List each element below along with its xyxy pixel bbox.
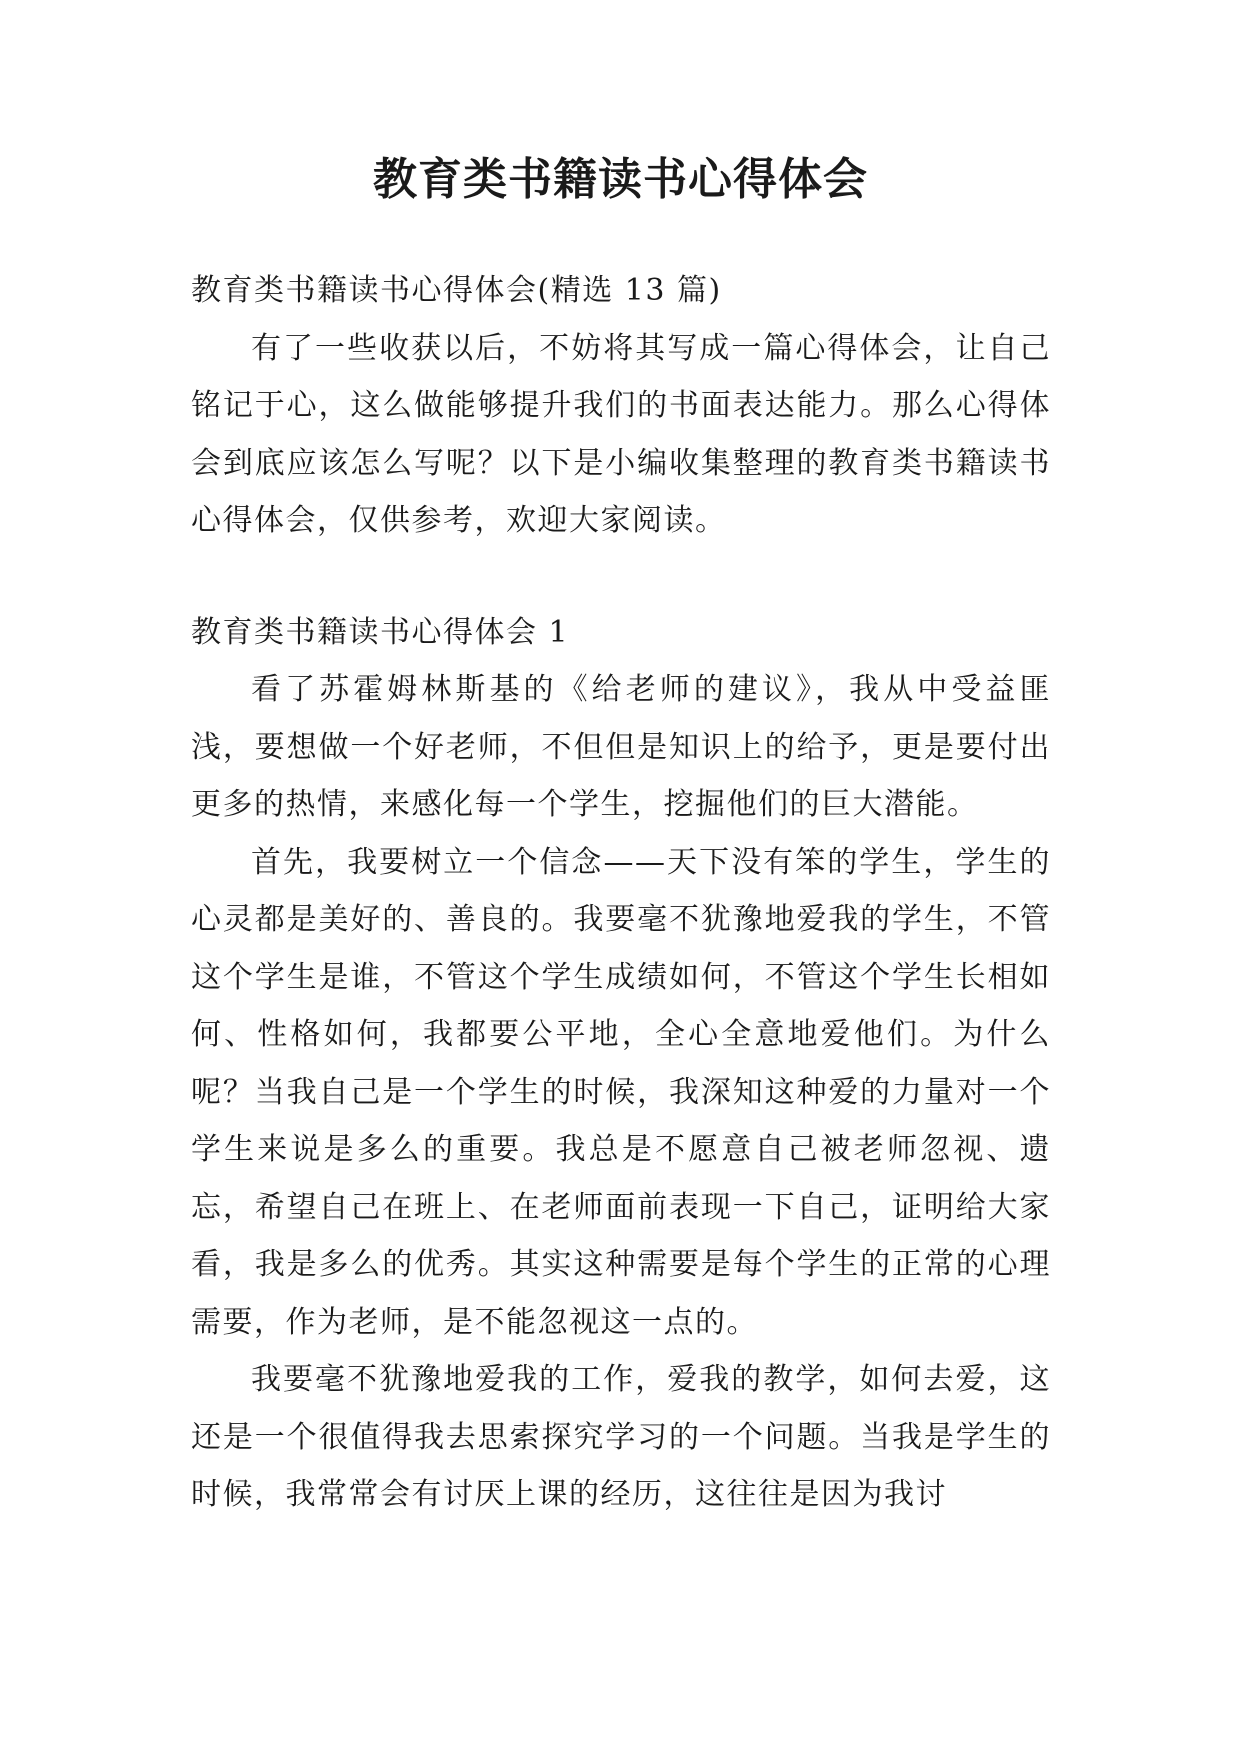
body-paragraph-1: 看了苏霍姆林斯基的《给老师的建议》，我从中受益匪浅，要想做一个好老师，不但但是知识上的给予，更是要付出更多的热情，来感化每一个学生，挖掘他们的巨大潜能。 xyxy=(191,672,1051,822)
body-paragraph-2: 首先，我要树立一个信念——天下没有笨的学生，学生的心灵都是美好的、善良的。我要毫不犹豫地爱我的学生，不管这个学生是谁，不管这个学生成绩如何，不管这个学生长相如何、性格如何，我都要公平地，全心全意地爱他们。为什么呢？当我自己是一个学生的时候，我深知这种爱的力量对一个学生来说是多么的重要。我总是不愿意自己被老师忽视、遗忘，希望自己在班上、在老师面前表现一下自己，证明给大家看，我是多么的优秀。其实这种需要是每个学生的正常的心理需要，作为老师，是不能忽视这一点的。 xyxy=(191,844,1051,1340)
section-heading: 教育类书籍读书心得体会 1 xyxy=(191,614,570,650)
document-body xyxy=(191,262,1051,1524)
document-subtitle: 教育类书籍读书心得体会(精选 13 篇) xyxy=(191,273,722,308)
intro-paragraph: 有了一些收获以后，不妨将其写成一篇心得体会，让自己铭记于心，这么做能够提升我们的书面表达能力。那么心得体会到底应该怎么写呢？以下是小编收集整理的教育类书籍读书心得体会，仅供参考，欢迎大家阅读。 xyxy=(191,330,1051,538)
body-paragraph-3: 我要毫不犹豫地爱我的工作，爱我的教学，如何去爱，这还是一个很值得我去思索探究学习的一个问题。当我是学生的时候，我常常会有讨厌上课的经历，这往往是因为我讨 xyxy=(191,1362,1051,1512)
section-spacer xyxy=(191,550,1051,604)
document-title: 教育类书籍读书心得体会 xyxy=(373,154,868,205)
